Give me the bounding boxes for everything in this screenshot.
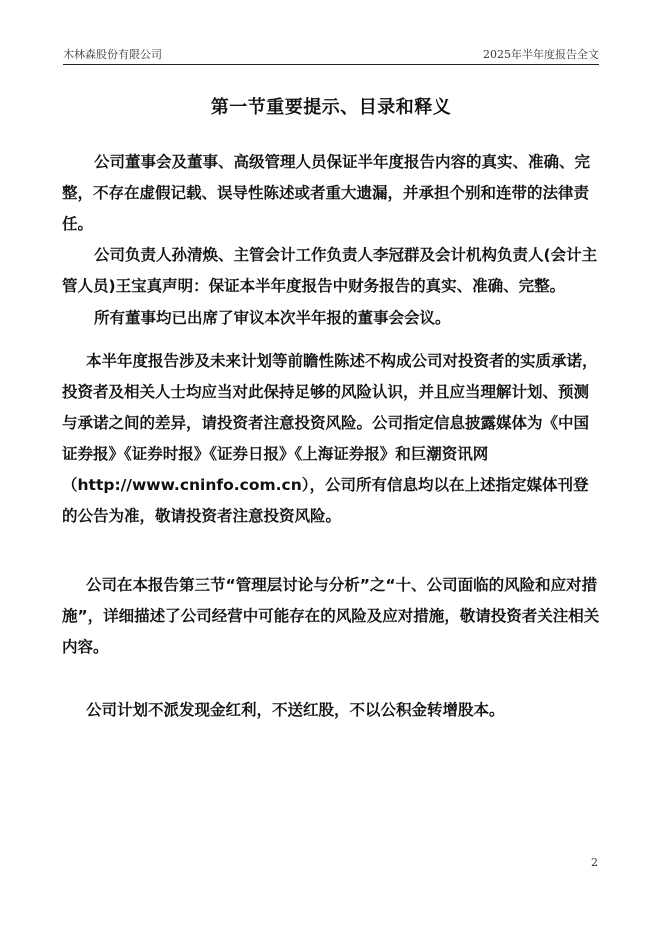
paragraph-directors-attendance: 所有董事均已出席了审议本次半年报的董事会会议。	[94, 309, 451, 327]
paragraph-board-guarantee: 公司董事会及董事、高级管理人员保证半年度报告内容的真实、准确、完整，不存在虚假记载、误导性陈述或者重大遗漏，并承担个别和连带的法律责任。	[62, 153, 591, 233]
paragraph-risk-reference: 公司在本报告第三节“管理层讨论与分析”之“十、公司面临的风险和应对措施”，详细描述了公司经营中可能存在的风险及应对措施，敬请投资者关注相关内容。	[62, 576, 600, 656]
paragraph-dividend-plan: 公司计划不派发现金红利，不送红股，不以公积金转增股本。	[86, 701, 505, 719]
header-company-name: 木林森股份有限公司	[63, 48, 162, 61]
section-title: 第一节重要提示、目录和释义	[210, 97, 452, 118]
header-report-title: 2025年半年度报告全文	[483, 48, 599, 61]
paragraph-forward-looking-statements: 本半年度报告涉及未来计划等前瞻性陈述不构成公司对投资者的实质承诺，投资者及相关人士均应当对此保持足够的风险认识，并且应当理解计划、预测与承诺之间的差异，请投资者注意投资风险。公司指定信息披露媒体为《中国证券报》《证券时报》《证券日报》《上海证券报》和巨潮资讯网（http://www.cninfo.com.cn），公司所有信息均以在上述指定媒体刊登的公告为准，敬请投资者注意投资风险。	[62, 352, 598, 525]
paragraph-responsible-persons: 公司负责人孙清焕、主管会计工作负责人李冠群及会计机构负责人(会计主管人员)王宝真声明：保证本半年度报告中财务报告的真实、准确、完整。	[62, 246, 598, 295]
page-header	[63, 44, 599, 65]
page-number: 2	[591, 856, 598, 869]
